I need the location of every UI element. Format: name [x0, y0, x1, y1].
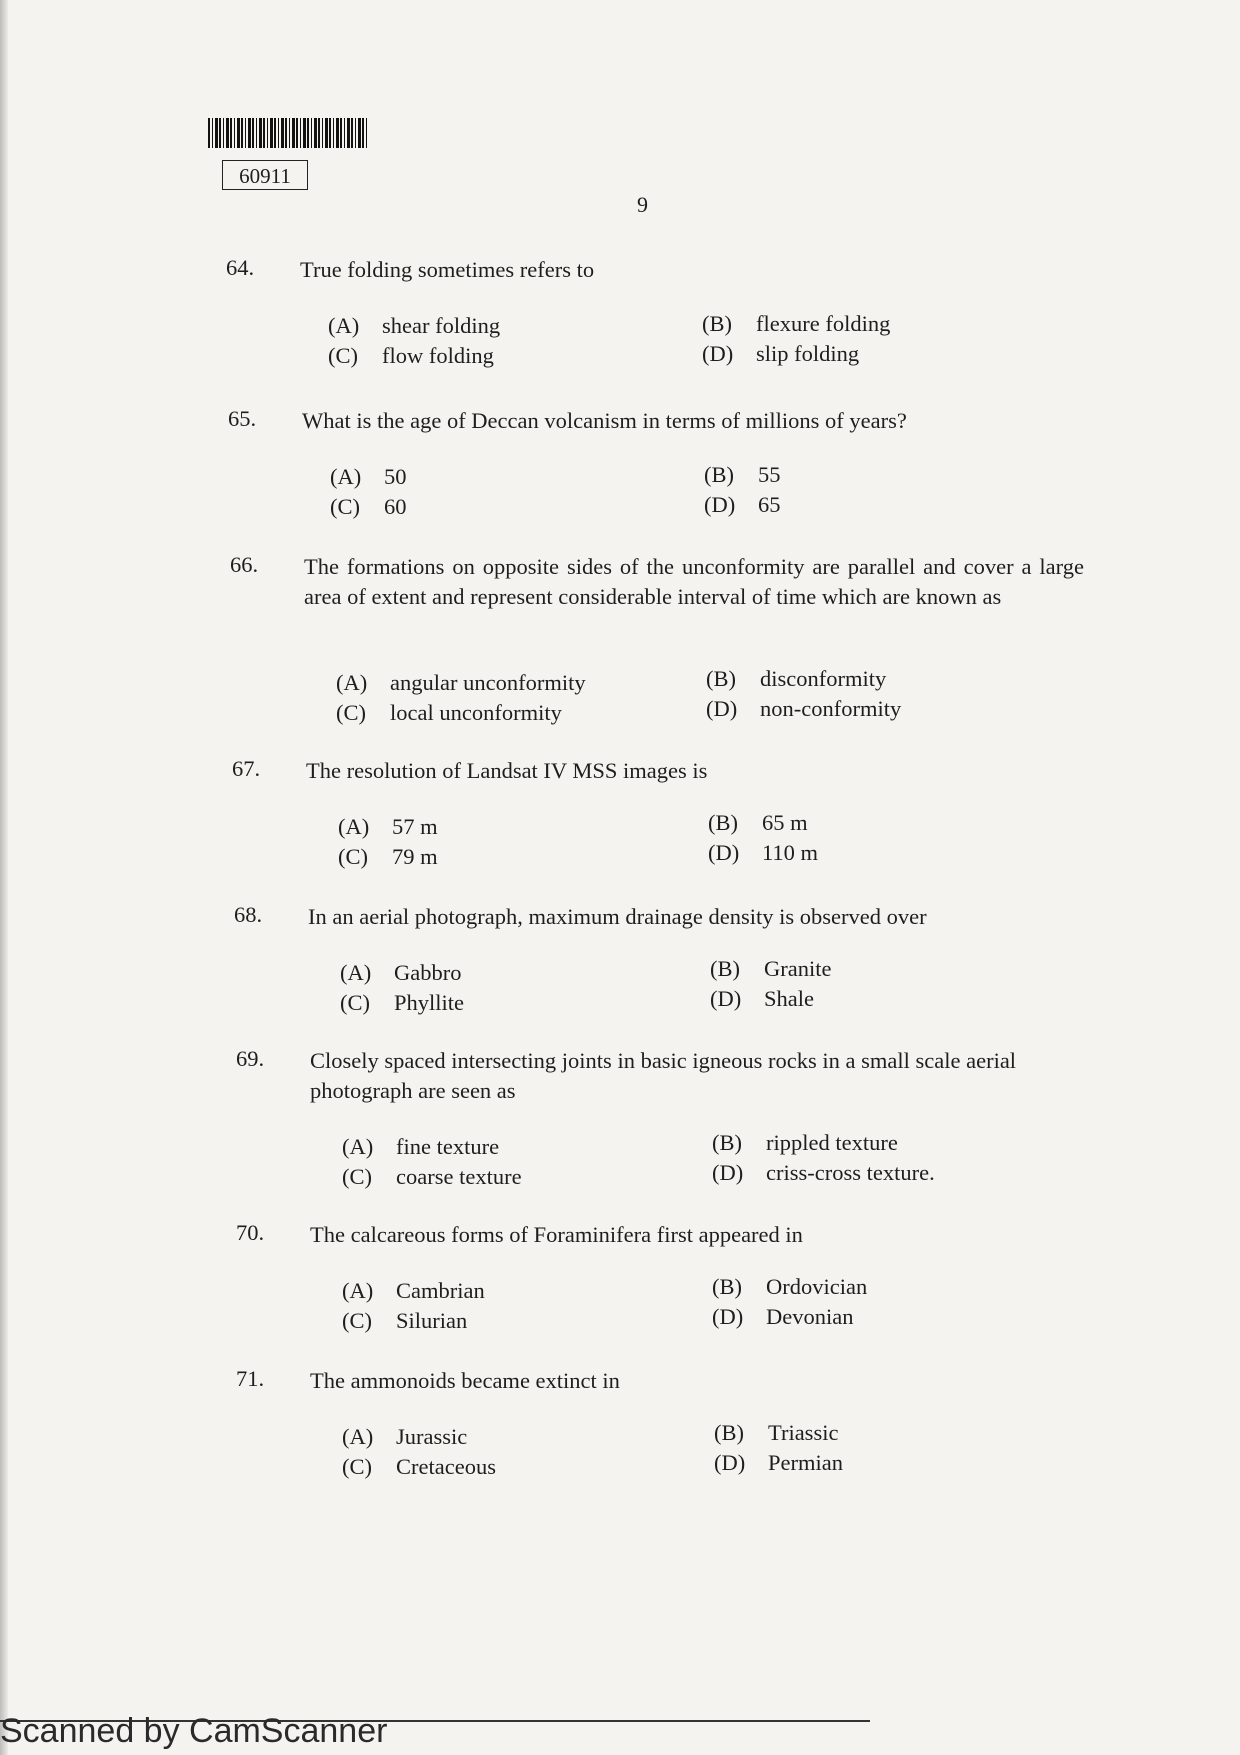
question-number: 64. [226, 255, 255, 280]
option-d: (D) 65 [704, 492, 781, 517]
option-a: (A) 50 [330, 464, 407, 489]
scanner-watermark: Scanned by CamScanner [0, 1712, 388, 1750]
option-c: (C) Silurian [342, 1308, 468, 1333]
option-b: (B) Triassic [714, 1420, 839, 1445]
option-d: (D) Devonian [712, 1304, 854, 1329]
question-text: The ammonoids became extinct in [310, 1368, 620, 1393]
question-text: The calcareous forms of Foraminifera first appeared in [310, 1222, 803, 1247]
question-text: What is the age of Deccan volcanism in terms of millions of years? [302, 408, 907, 433]
option-b: (B) flexure folding [702, 311, 891, 336]
option-d: (D) slip folding [702, 341, 860, 366]
option-a: (A) angular unconformity [336, 670, 586, 695]
option-c: (C) coarse texture [342, 1164, 522, 1189]
paper-code: 60911 [222, 160, 308, 190]
option-b: (B) 55 [704, 462, 781, 487]
option-a: (A) fine texture [342, 1134, 500, 1159]
question-text: Closely spaced intersecting joints in basic igneous rocks in a small scale aerial photograph are seen as [310, 1048, 1017, 1103]
question-number: 70. [236, 1220, 265, 1245]
question-number: 69. [236, 1046, 265, 1071]
question-text: In an aerial photograph, maximum drainage density is observed over [308, 904, 927, 929]
option-a: (A) Gabbro [340, 960, 462, 985]
question-text: The formations on opposite sides of the unconformity are parallel and cover a large area of extent and represent considerable interval of time which are known as [304, 554, 1084, 609]
barcode [208, 118, 368, 148]
option-d: (D) non-conformity [706, 696, 902, 721]
option-c: (C) 60 [330, 494, 407, 519]
option-b: (B) rippled texture [712, 1130, 898, 1155]
option-b: (B) Ordovician [712, 1274, 868, 1299]
option-c: (C) Phyllite [340, 990, 465, 1015]
option-b: (B) 65 m [708, 810, 808, 835]
option-b: (B) disconformity [706, 666, 887, 691]
option-c: (C) flow folding [328, 343, 494, 368]
option-d: (D) Shale [710, 986, 814, 1011]
option-a: (A) Cambrian [342, 1278, 485, 1303]
option-d: (D) criss-cross texture. [712, 1160, 935, 1185]
option-d: (D) Permian [714, 1450, 843, 1475]
question-number: 66. [230, 552, 259, 577]
option-c: (C) 79 m [338, 844, 438, 869]
question-text: True folding sometimes refers to [300, 257, 595, 282]
question-text: The resolution of Landsat IV MSS images is [306, 758, 708, 783]
question-number: 67. [232, 756, 261, 781]
option-a: (A) Jurassic [342, 1424, 468, 1449]
question-number: 65. [228, 406, 257, 431]
option-d: (D) 110 m [708, 840, 819, 865]
page-edge-shadow [0, 0, 8, 1755]
option-a: (A) shear folding [328, 313, 501, 338]
option-c: (C) local unconformity [336, 700, 562, 725]
page-number: 9 [637, 192, 648, 217]
question-number: 68. [234, 902, 263, 927]
question-number: 71. [236, 1366, 265, 1391]
option-b: (B) Granite [710, 956, 832, 981]
option-c: (C) Cretaceous [342, 1454, 496, 1479]
option-a: (A) 57 m [338, 814, 438, 839]
